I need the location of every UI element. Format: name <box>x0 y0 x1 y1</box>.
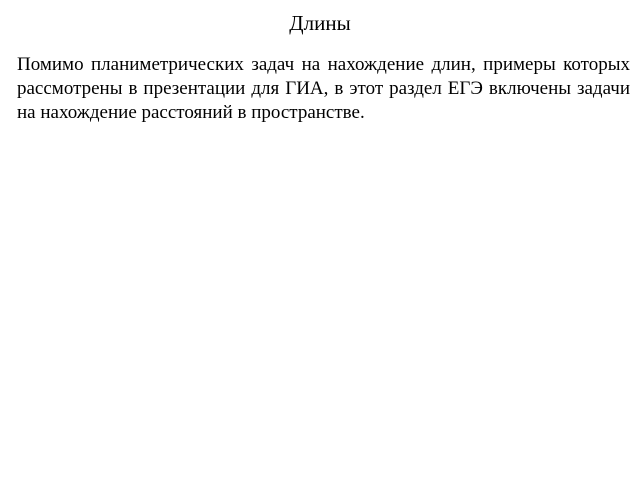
slide-title: Длины <box>289 11 351 35</box>
slide-body-text: Помимо планиметрических задач на нахождение длин, примеры которых рассмотрены в презентации для ГИА, в этот раздел ЕГЭ включены задачи на нахождение расстояний в пространстве. <box>17 54 630 123</box>
